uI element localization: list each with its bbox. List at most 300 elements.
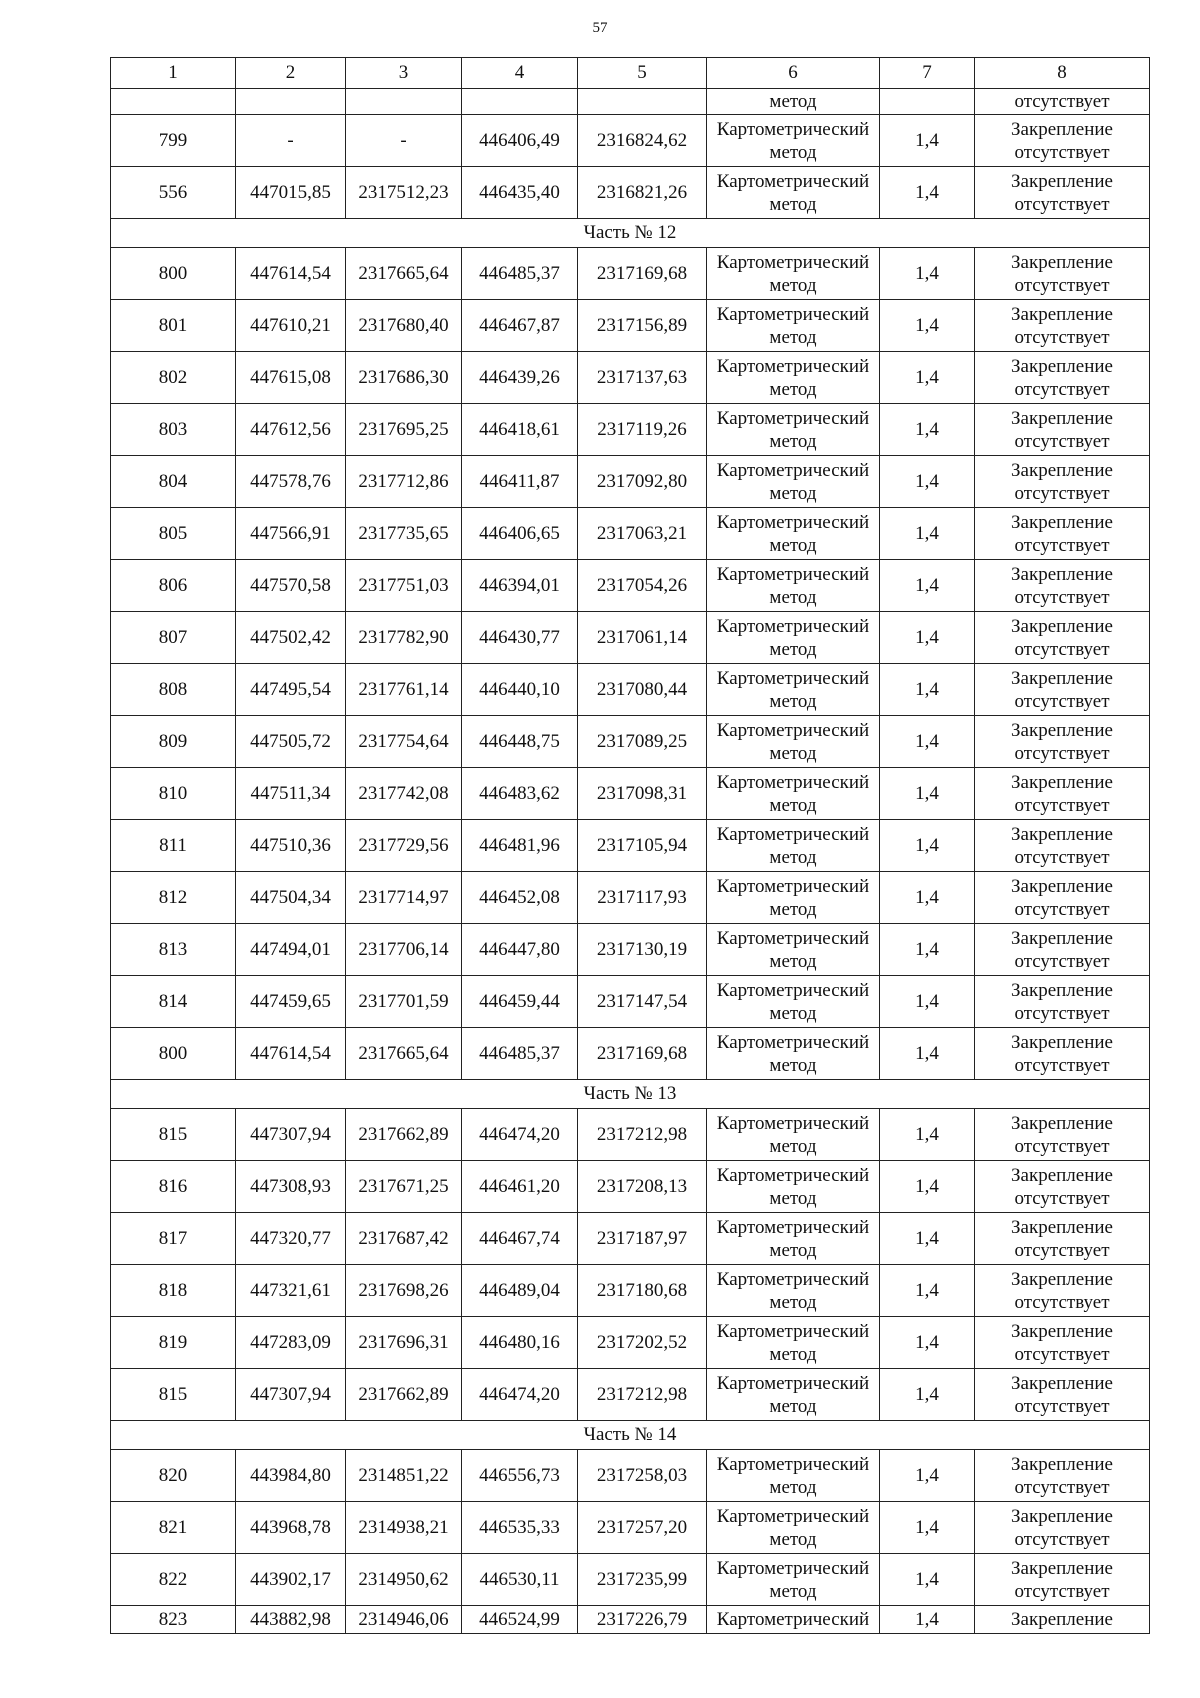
x1-cell: 447015,85 (236, 167, 346, 219)
x1-cell: 447504,34 (236, 872, 346, 924)
method-cell (707, 768, 880, 820)
method-cell: метод (707, 89, 880, 115)
x2-cell: 446440,10 (462, 664, 578, 716)
method-cell-line1: Картометрический (716, 563, 870, 585)
fixing-cell-line2: отсутствует (1014, 1291, 1110, 1313)
y1-cell: 2314938,21 (346, 1502, 462, 1554)
accuracy-cell: 1,4 (880, 248, 975, 300)
y2-cell: 2317080,44 (578, 664, 707, 716)
x1-cell: 447615,08 (236, 352, 346, 404)
accuracy-cell: 1,4 (880, 508, 975, 560)
x2-cell: 446467,74 (462, 1213, 578, 1265)
point-number-cell: 801 (111, 300, 236, 352)
fixing-cell-line1: Закрепление (1011, 615, 1113, 637)
section-title: Часть № 14 (111, 1421, 1150, 1450)
method-cell-line1: Картометрический (716, 251, 870, 273)
y1-cell: 2314950,62 (346, 1554, 462, 1606)
method-cell (707, 248, 880, 300)
x1-cell: 447320,77 (236, 1213, 346, 1265)
method-cell-line1: Картометрический (716, 355, 870, 377)
y1-cell: 2317696,31 (346, 1317, 462, 1369)
fixing-cell-line2: отсутствует (1014, 1528, 1110, 1550)
table-row (111, 1028, 1150, 1080)
method-cell-line1: Картометрический (716, 1453, 870, 1475)
y2-cell: 2317202,52 (578, 1317, 707, 1369)
method-cell-line1: Картометрический (716, 667, 870, 689)
y1-cell: 2317662,89 (346, 1369, 462, 1421)
fixing-cell-line1: Закрепление (1011, 1453, 1113, 1475)
method-cell-line2: метод (769, 898, 817, 920)
method-cell-line1: Картометрический (716, 979, 870, 1001)
method-cell-line2: метод (769, 274, 817, 296)
empty-cell (346, 89, 462, 115)
fixing-cell: отсутствует (975, 89, 1150, 115)
fixing-cell-line2: отсутствует (1014, 846, 1110, 868)
method-cell (707, 716, 880, 768)
header-cell: 6 (707, 58, 880, 89)
x2-cell: 446480,16 (462, 1317, 578, 1369)
method-cell (707, 1450, 880, 1502)
fixing-cell-line1: Закрепление (1011, 355, 1113, 377)
point-number-cell: 807 (111, 612, 236, 664)
section-title-row (111, 219, 1150, 248)
accuracy-cell: 1,4 (880, 1213, 975, 1265)
x1-cell: 447321,61 (236, 1265, 346, 1317)
last-row-num-cell: 823 (111, 1606, 236, 1634)
method-cell (707, 664, 880, 716)
y1-cell: 2317687,42 (346, 1213, 462, 1265)
x1-cell: 443902,17 (236, 1554, 346, 1606)
x2-cell: 446430,77 (462, 612, 578, 664)
y2-cell: 2317063,21 (578, 508, 707, 560)
fixing-cell-line1: Закрепление (1011, 1320, 1113, 1342)
table-header-row (111, 58, 1150, 89)
point-number-cell: 817 (111, 1213, 236, 1265)
fixing-cell-line2: отсутствует (1014, 482, 1110, 504)
method-cell-line1: Картометрический (716, 1372, 870, 1394)
x2-cell: 446530,11 (462, 1554, 578, 1606)
point-number-cell: 799 (111, 115, 236, 167)
last-row-y1-cell: 2314946,06 (346, 1606, 462, 1634)
fixing-cell (975, 716, 1150, 768)
x1-cell: 447570,58 (236, 560, 346, 612)
fixing-cell-line1: Закрепление (1011, 1112, 1113, 1134)
fixing-cell (975, 1450, 1150, 1502)
method-cell-line1: Картометрический (716, 875, 870, 897)
point-number-cell: 803 (111, 404, 236, 456)
method-cell-line2: метод (769, 1054, 817, 1076)
y1-cell: 2317686,30 (346, 352, 462, 404)
empty-cell (111, 89, 236, 115)
method-cell (707, 1161, 880, 1213)
fixing-cell (975, 456, 1150, 508)
y1-cell: 2317754,64 (346, 716, 462, 768)
method-cell-line2: метод (769, 193, 817, 215)
method-cell-line2: метод (769, 846, 817, 868)
method-cell (707, 1554, 880, 1606)
method-cell (707, 924, 880, 976)
y2-cell: 2317130,19 (578, 924, 707, 976)
table-row (111, 1265, 1150, 1317)
fixing-cell (975, 1502, 1150, 1554)
point-number-cell: 808 (111, 664, 236, 716)
table-row (111, 352, 1150, 404)
method-cell (707, 820, 880, 872)
accuracy-cell: 1,4 (880, 1554, 975, 1606)
fixing-cell (975, 115, 1150, 167)
y1-cell: 2317665,64 (346, 248, 462, 300)
fixing-cell-line1: Закрепление (1011, 1268, 1113, 1290)
method-cell-line1: Картометрический (716, 1164, 870, 1186)
point-number-cell: 800 (111, 1028, 236, 1080)
x1-cell: 447614,54 (236, 1028, 346, 1080)
method-cell-line2: метод (769, 430, 817, 452)
method-cell (707, 352, 880, 404)
point-number-cell: 806 (111, 560, 236, 612)
x1-cell: 447459,65 (236, 976, 346, 1028)
method-cell-line2: метод (769, 1002, 817, 1024)
accuracy-cell: 1,4 (880, 404, 975, 456)
fixing-cell-line2: отсутствует (1014, 534, 1110, 556)
y2-cell: 2317212,98 (578, 1109, 707, 1161)
method-cell-line2: метод (769, 742, 817, 764)
y2-cell: 2317212,98 (578, 1369, 707, 1421)
fixing-cell-line2: отсутствует (1014, 1580, 1110, 1602)
fixing-cell-line2: отсутствует (1014, 274, 1110, 296)
fixing-cell-line1: Закрепление (1011, 459, 1113, 481)
x1-cell: 447511,34 (236, 768, 346, 820)
x2-cell: 446418,61 (462, 404, 578, 456)
method-cell (707, 404, 880, 456)
fixing-cell (975, 924, 1150, 976)
method-cell-line1: Картометрический (716, 170, 870, 192)
table-row (111, 1317, 1150, 1369)
x1-cell: 447307,94 (236, 1369, 346, 1421)
x2-cell: 446474,20 (462, 1369, 578, 1421)
table-row (111, 716, 1150, 768)
fixing-cell-line2: отсутствует (1014, 141, 1110, 163)
fixing-cell-line2: отсутствует (1014, 742, 1110, 764)
fixing-cell-line2: отсутствует (1014, 638, 1110, 660)
last-row-method_1-cell: Картометрический (707, 1606, 880, 1634)
accuracy-cell: 1,4 (880, 1109, 975, 1161)
table-row (111, 300, 1150, 352)
fixing-cell (975, 167, 1150, 219)
table-row (111, 248, 1150, 300)
table-row (111, 1369, 1150, 1421)
fixing-cell-line2: отсутствует (1014, 950, 1110, 972)
method-cell-line2: метод (769, 1580, 817, 1602)
method-cell (707, 456, 880, 508)
fixing-cell-line1: Закрепление (1011, 667, 1113, 689)
fixing-cell (975, 404, 1150, 456)
point-number-cell: 809 (111, 716, 236, 768)
x2-cell: 446452,08 (462, 872, 578, 924)
accuracy-cell: 1,4 (880, 664, 975, 716)
method-cell (707, 508, 880, 560)
y1-cell: 2317512,23 (346, 167, 462, 219)
fixing-cell (975, 820, 1150, 872)
table-row (111, 1161, 1150, 1213)
x2-cell: 446485,37 (462, 1028, 578, 1080)
point-number-cell: 814 (111, 976, 236, 1028)
method-cell-line2: метод (769, 950, 817, 972)
table-row (111, 508, 1150, 560)
y1-cell: 2317714,97 (346, 872, 462, 924)
last-row-y2-cell: 2317226,79 (578, 1606, 707, 1634)
point-number-cell: 818 (111, 1265, 236, 1317)
method-cell-line1: Картометрический (716, 1031, 870, 1053)
last-row-x1-cell: 443882,98 (236, 1606, 346, 1634)
table-row (111, 1213, 1150, 1265)
method-cell-line1: Картометрический (716, 303, 870, 325)
fixing-cell-line2: отсутствует (1014, 690, 1110, 712)
fixing-cell (975, 1317, 1150, 1369)
x1-cell: 447610,21 (236, 300, 346, 352)
y2-cell: 2317258,03 (578, 1450, 707, 1502)
empty-cell (578, 89, 707, 115)
x2-cell: 446394,01 (462, 560, 578, 612)
continuation-row (111, 89, 1150, 115)
x1-cell: 443984,80 (236, 1450, 346, 1502)
fixing-cell (975, 768, 1150, 820)
method-cell (707, 1028, 880, 1080)
fixing-cell-line1: Закрепление (1011, 1372, 1113, 1394)
fixing-cell-line2: отсутствует (1014, 1187, 1110, 1209)
fixing-cell-line2: отсутствует (1014, 1476, 1110, 1498)
y1-cell: 2314851,22 (346, 1450, 462, 1502)
y2-cell: 2317098,31 (578, 768, 707, 820)
fixing-cell-line1: Закрепление (1011, 303, 1113, 325)
table-row (111, 167, 1150, 219)
table-row (111, 1502, 1150, 1554)
header-cell: 8 (975, 58, 1150, 89)
accuracy-cell: 1,4 (880, 1161, 975, 1213)
fixing-cell (975, 1028, 1150, 1080)
fixing-cell-line1: Закрепление (1011, 407, 1113, 429)
method-cell (707, 1369, 880, 1421)
fixing-cell-line1: Закрепление (1011, 771, 1113, 793)
point-number-cell: 821 (111, 1502, 236, 1554)
method-cell-line2: метод (769, 690, 817, 712)
accuracy-cell: 1,4 (880, 924, 975, 976)
method-cell-line1: Картометрический (716, 823, 870, 845)
method-cell (707, 1109, 880, 1161)
table-row (111, 872, 1150, 924)
point-number-cell: 800 (111, 248, 236, 300)
section-title: Часть № 13 (111, 1080, 1150, 1109)
method-cell (707, 1213, 880, 1265)
y1-cell: 2317698,26 (346, 1265, 462, 1317)
y1-cell: 2317695,25 (346, 404, 462, 456)
method-cell-line2: метод (769, 1528, 817, 1550)
page-number: 57 (592, 20, 608, 36)
fixing-cell-line2: отсутствует (1014, 1239, 1110, 1261)
header-cell: 5 (578, 58, 707, 89)
accuracy-cell: 1,4 (880, 1450, 975, 1502)
fixing-cell-line2: отсутствует (1014, 326, 1110, 348)
x1-cell: 447502,42 (236, 612, 346, 664)
method-cell-line1: Картометрический (716, 1268, 870, 1290)
accuracy-cell: 1,4 (880, 1265, 975, 1317)
method-cell (707, 115, 880, 167)
empty-cell (236, 89, 346, 115)
table-row (111, 1554, 1150, 1606)
fixing-cell-line1: Закрепление (1011, 979, 1113, 1001)
accuracy-cell: 1,4 (880, 1502, 975, 1554)
x2-cell: 446461,20 (462, 1161, 578, 1213)
y2-cell: 2317235,99 (578, 1554, 707, 1606)
table-row (111, 664, 1150, 716)
x1-cell: 447566,91 (236, 508, 346, 560)
table-row (111, 976, 1150, 1028)
table-row (111, 1450, 1150, 1502)
method-cell-line1: Картометрический (716, 1557, 870, 1579)
point-number-cell: 816 (111, 1161, 236, 1213)
x1-cell: 443968,78 (236, 1502, 346, 1554)
fixing-cell-line2: отсутствует (1014, 193, 1110, 215)
method-cell-line1: Картометрический (716, 1216, 870, 1238)
fixing-cell-line1: Закрепление (1011, 719, 1113, 741)
fixing-cell-line1: Закрепление (1011, 875, 1113, 897)
point-number-cell: 805 (111, 508, 236, 560)
fixing-cell-line2: отсутствует (1014, 430, 1110, 452)
method-cell (707, 1265, 880, 1317)
method-cell-line2: метод (769, 1476, 817, 1498)
y2-cell: 2317061,14 (578, 612, 707, 664)
fixing-cell-line2: отсутствует (1014, 1054, 1110, 1076)
method-cell-line1: Картометрический (716, 719, 870, 741)
fixing-cell (975, 300, 1150, 352)
method-cell-line1: Картометрический (716, 1320, 870, 1342)
x2-cell: 446447,80 (462, 924, 578, 976)
fixing-cell-line2: отсутствует (1014, 586, 1110, 608)
coordinates-table (110, 57, 1150, 1634)
fixing-cell-line1: Закрепление (1011, 1216, 1113, 1238)
x2-cell: 446485,37 (462, 248, 578, 300)
fixing-cell (975, 1554, 1150, 1606)
method-cell-line2: метод (769, 534, 817, 556)
y2-cell: 2317187,97 (578, 1213, 707, 1265)
method-cell (707, 300, 880, 352)
section-title-row (111, 1421, 1150, 1450)
header-cell: 2 (236, 58, 346, 89)
fixing-cell (975, 560, 1150, 612)
header-cell: 4 (462, 58, 578, 89)
fixing-cell-line2: отсутствует (1014, 898, 1110, 920)
fixing-cell-line1: Закрепление (1011, 1031, 1113, 1053)
y1-cell: 2317751,03 (346, 560, 462, 612)
fixing-cell (975, 1213, 1150, 1265)
header-cell: 1 (111, 58, 236, 89)
method-cell-line1: Картометрический (716, 1505, 870, 1527)
fixing-cell-line1: Закрепление (1011, 1557, 1113, 1579)
x1-cell: 447494,01 (236, 924, 346, 976)
accuracy-cell: 1,4 (880, 768, 975, 820)
x2-cell: 446489,04 (462, 1265, 578, 1317)
y2-cell: 2317092,80 (578, 456, 707, 508)
fixing-cell (975, 248, 1150, 300)
accuracy-cell: 1,4 (880, 976, 975, 1028)
fixing-cell-line1: Закрепление (1011, 170, 1113, 192)
y2-cell: 2317169,68 (578, 248, 707, 300)
point-number-cell: 556 (111, 167, 236, 219)
point-number-cell: 822 (111, 1554, 236, 1606)
y2-cell: 2317156,89 (578, 300, 707, 352)
method-cell-line1: Картометрический (716, 1112, 870, 1134)
method-cell (707, 1502, 880, 1554)
x2-cell: 446481,96 (462, 820, 578, 872)
method-cell (707, 612, 880, 664)
accuracy-cell: 1,4 (880, 560, 975, 612)
method-cell-line2: метод (769, 1187, 817, 1209)
x1-cell: 447578,76 (236, 456, 346, 508)
x1-cell: 447505,72 (236, 716, 346, 768)
method-cell-line1: Картометрический (716, 459, 870, 481)
y2-cell: 2317208,13 (578, 1161, 707, 1213)
table-row (111, 1606, 1150, 1634)
table-row (111, 924, 1150, 976)
y1-cell: 2317761,14 (346, 664, 462, 716)
fixing-cell (975, 976, 1150, 1028)
method-cell-line2: метод (769, 586, 817, 608)
y1-cell: 2317782,90 (346, 612, 462, 664)
x1-cell: - (236, 115, 346, 167)
table-row (111, 115, 1150, 167)
accuracy-cell: 1,4 (880, 1028, 975, 1080)
fixing-cell (975, 1369, 1150, 1421)
y1-cell: 2317742,08 (346, 768, 462, 820)
y1-cell: - (346, 115, 462, 167)
fixing-cell (975, 1161, 1150, 1213)
accuracy-cell: 1,4 (880, 167, 975, 219)
table-row (111, 768, 1150, 820)
point-number-cell: 819 (111, 1317, 236, 1369)
method-cell-line1: Картометрический (716, 511, 870, 533)
method-cell-line2: метод (769, 794, 817, 816)
table-row (111, 1109, 1150, 1161)
method-cell-line2: метод (769, 1343, 817, 1365)
empty-cell (462, 89, 578, 115)
accuracy-cell: 1,4 (880, 352, 975, 404)
last-row-fix_1-cell: Закрепление (975, 1606, 1150, 1634)
accuracy-cell: 1,4 (880, 820, 975, 872)
point-number-cell: 802 (111, 352, 236, 404)
x2-cell: 446411,87 (462, 456, 578, 508)
fixing-cell (975, 664, 1150, 716)
section-title: Часть № 12 (111, 219, 1150, 248)
method-cell (707, 167, 880, 219)
y2-cell: 2317137,63 (578, 352, 707, 404)
method-cell-line2: метод (769, 378, 817, 400)
method-cell-line1: Картометрический (716, 927, 870, 949)
method-cell-line2: метод (769, 482, 817, 504)
accuracy-cell: 1,4 (880, 115, 975, 167)
x2-cell: 446556,73 (462, 1450, 578, 1502)
point-number-cell: 815 (111, 1369, 236, 1421)
accuracy-cell: 1,4 (880, 1317, 975, 1369)
method-cell-line1: Картометрический (716, 118, 870, 140)
last-row-accuracy-cell: 1,4 (880, 1606, 975, 1634)
last-row-x2-cell: 446524,99 (462, 1606, 578, 1634)
fixing-cell-line2: отсутствует (1014, 1135, 1110, 1157)
point-number-cell: 815 (111, 1109, 236, 1161)
y2-cell: 2316821,26 (578, 167, 707, 219)
fixing-cell (975, 508, 1150, 560)
fixing-cell-line2: отсутствует (1014, 1002, 1110, 1024)
x1-cell: 447307,94 (236, 1109, 346, 1161)
x2-cell: 446435,40 (462, 167, 578, 219)
